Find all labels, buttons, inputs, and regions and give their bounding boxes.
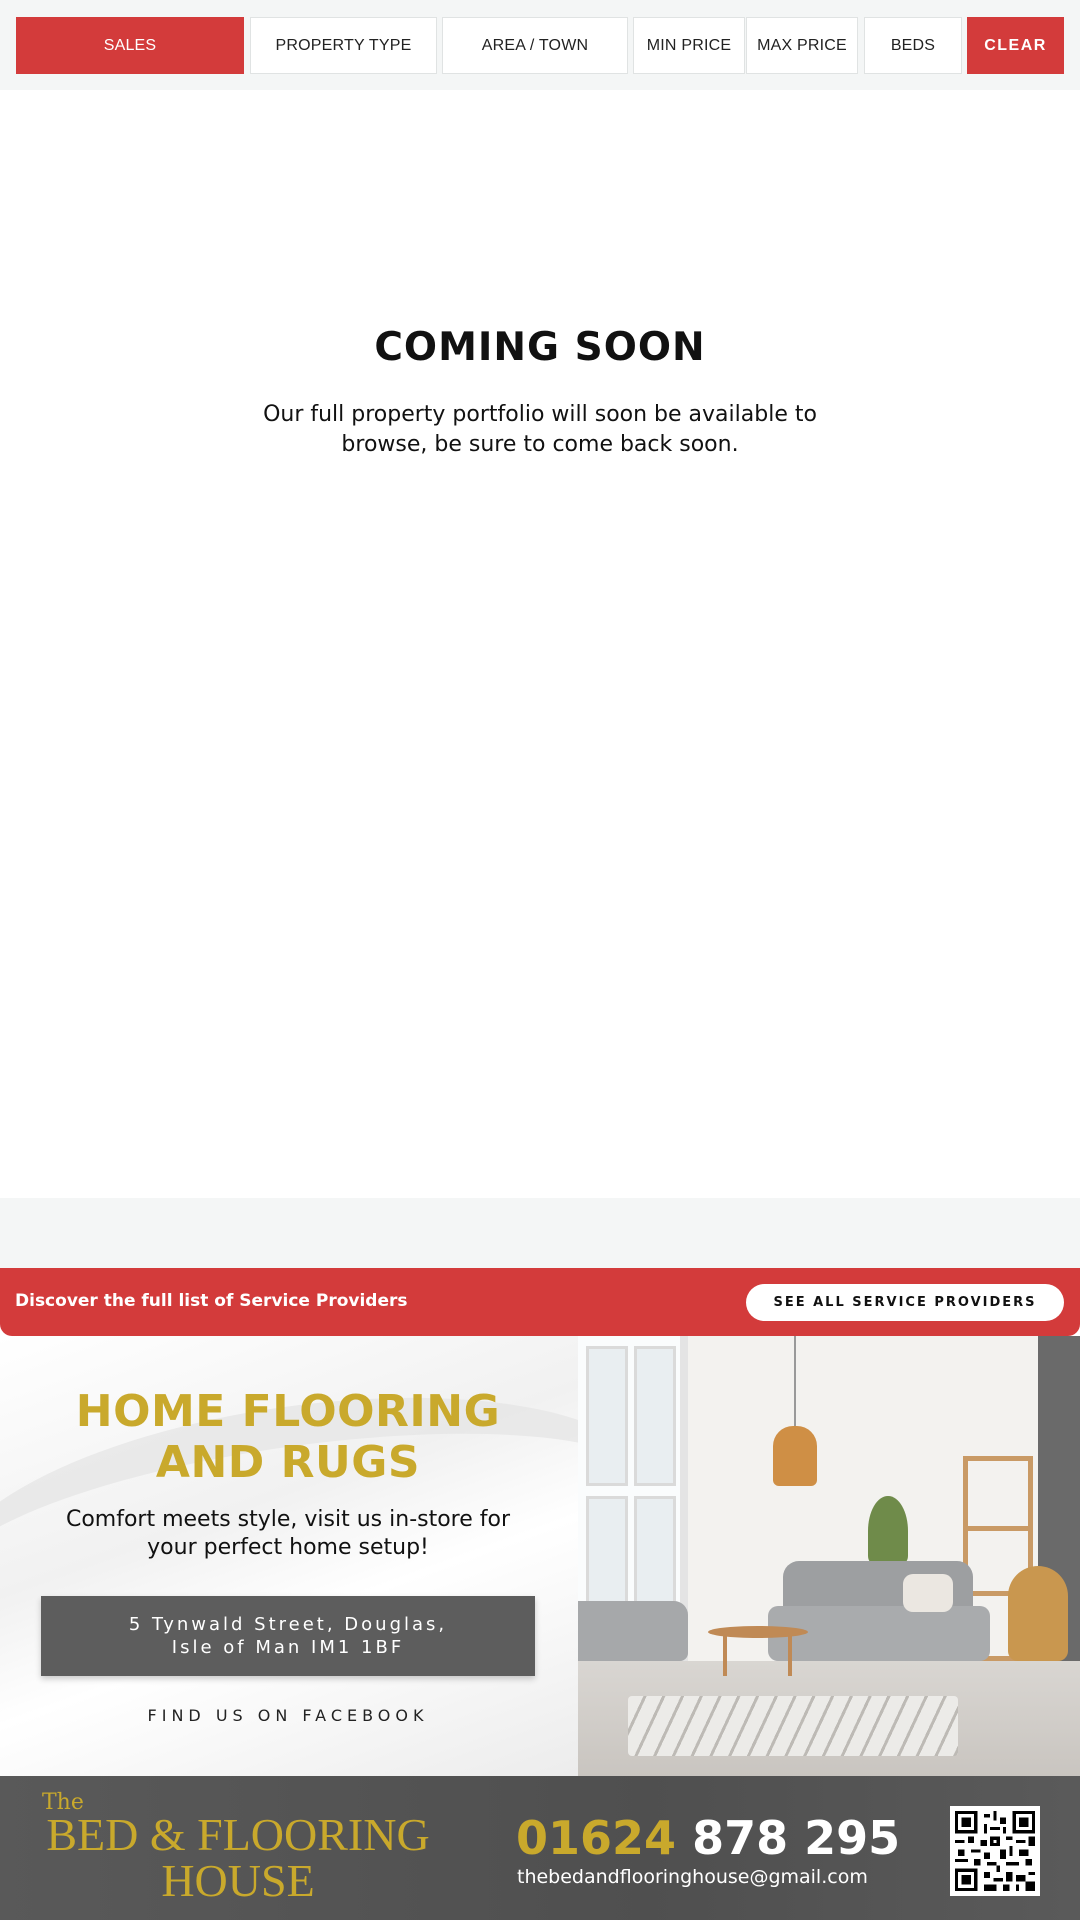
sales-filter-button[interactable]: SALES [16,17,244,74]
area-town-dropdown[interactable]: AREA / TOWN [442,17,628,74]
property-type-dropdown[interactable]: PROPERTY TYPE [250,17,437,74]
ad-address-box [41,1596,535,1676]
armchair [578,1601,688,1661]
ad-headline-line1: HOME FLOORING [75,1386,501,1437]
email-address[interactable]: thebedandflooringhouse@gmail.com [517,1866,868,1888]
pendant-lamp [773,1426,817,1486]
phone-number[interactable] [516,1812,900,1864]
ad-subtitle: Comfort meets style, visit us in-store for your perfect home setup! [65,1507,511,1560]
beds-dropdown[interactable]: BEDS [864,17,962,74]
section-divider [0,1198,1080,1268]
address-line1: 5 Tynwald Street, Douglas, [128,1614,448,1635]
qr-code-icon [950,1806,1040,1896]
ad-footer [0,1776,1080,1920]
max-price-dropdown[interactable]: MAX PRICE [746,17,858,74]
page-title: COMING SOON [374,325,706,370]
service-providers-banner [0,1268,1080,1336]
clear-button[interactable]: CLEAR [967,17,1064,74]
phone-area-code: 01624 [516,1811,677,1865]
min-price-dropdown[interactable]: MIN PRICE [633,17,745,74]
address-line2: Isle of Man IM1 1BF [171,1637,405,1658]
plant [868,1496,908,1566]
wicker-lamp [1008,1566,1068,1661]
search-filter-bar [0,0,1080,90]
logo-the: The [42,1790,84,1815]
facebook-link[interactable]: FIND US ON FACEBOOK [147,1706,429,1725]
logo-line1: BED & FLOORING [46,1809,430,1860]
phone-local-number: 878 295 [692,1811,901,1865]
ad-text-panel [0,1336,578,1776]
ad-headline [40,1386,536,1488]
main-content [0,90,1080,1198]
living-room-image [578,1336,1080,1776]
see-all-service-providers-button[interactable]: SEE ALL SERVICE PROVIDERS [746,1284,1064,1321]
brand-logo [38,1809,438,1906]
coming-soon-message: Our full property portfolio will soon be available to browse, be sure to come back soon. [263,402,817,457]
advertisement-banner[interactable] [0,1336,1080,1920]
service-providers-text: Discover the full list of Service Providers [15,1291,408,1311]
ad-headline-line2: AND RUGS [155,1437,421,1488]
rug [628,1696,958,1756]
logo-line2: HOUSE [161,1855,315,1906]
